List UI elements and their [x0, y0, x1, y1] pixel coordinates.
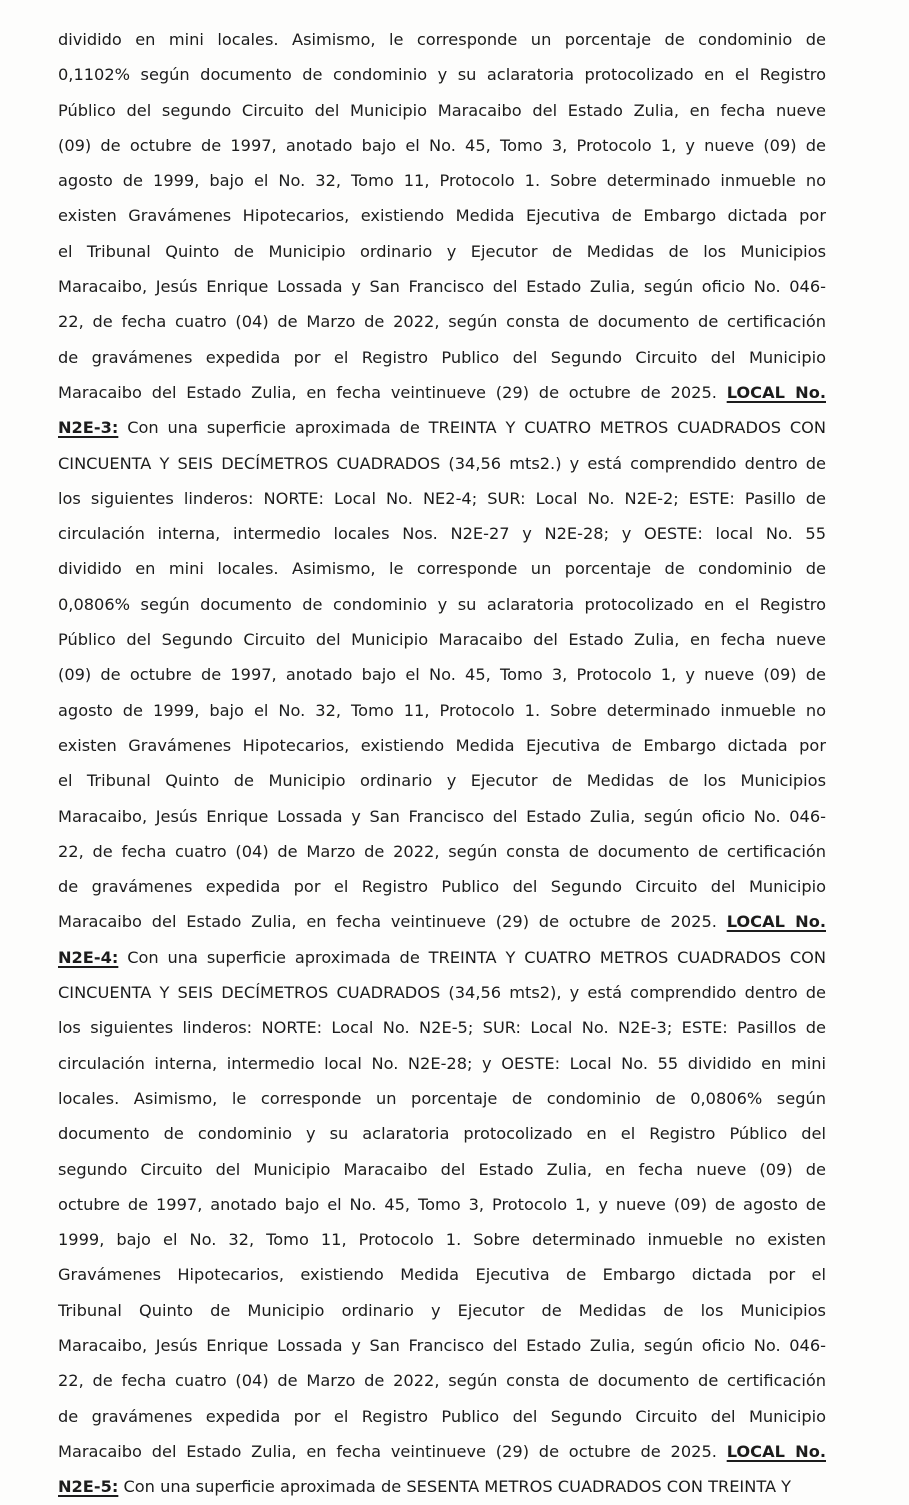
text-line	[58, 975, 826, 1010]
text-line	[58, 763, 826, 798]
text-line	[58, 375, 826, 410]
text-line	[58, 1434, 826, 1469]
text-segment: Gravámenes Hipotecarios, existiendo Medida Ejecutiva de Embargo dictada por el	[58, 1265, 826, 1285]
text-segment: circulación interna, intermedio local No. N2E-28; y OESTE: Local No. 55 dividido en mini	[58, 1053, 826, 1073]
text-segment: (09) de octubre de 1997, anotado bajo el No. 45, Tomo 3, Protocolo 1, y nueve (09) de	[58, 665, 826, 685]
text-segment: Maracaibo, Jesús Enrique Lossada y San Francisco del Estado Zulia, según oficio No. 046-	[58, 806, 826, 826]
text-line	[58, 587, 826, 622]
text-line	[58, 622, 826, 657]
text-line	[58, 1328, 826, 1363]
underlined-heading: LOCAL No.	[726, 1441, 826, 1461]
text-line	[58, 728, 826, 763]
text-line	[58, 693, 826, 728]
text-segment: Maracaibo del Estado Zulia, en fecha veintinueve (29) de octubre de 2025.	[58, 382, 727, 402]
document-body-text	[58, 22, 826, 1504]
text-segment: Maracaibo del Estado Zulia, en fecha veintinueve (29) de octubre de 2025.	[58, 912, 727, 932]
text-segment: existen Gravámenes Hipotecarios, existiendo Medida Ejecutiva de Embargo dictada por	[58, 735, 826, 755]
text-segment: de gravámenes expedida por el Registro Publico del Segundo Circuito del Municipio	[58, 1406, 826, 1426]
text-line	[58, 869, 826, 904]
text-line	[58, 1293, 826, 1328]
text-line	[58, 1010, 826, 1045]
text-line	[58, 410, 826, 445]
text-line	[58, 1469, 826, 1504]
text-segment: 22, de fecha cuatro (04) de Marzo de 2022, según consta de documento de certificación	[58, 312, 826, 332]
text-line	[58, 1399, 826, 1434]
text-segment: el Tribunal Quinto de Municipio ordinario y Ejecutor de Medidas de los Municipios	[58, 771, 826, 791]
text-line	[58, 93, 826, 128]
text-segment: agosto de 1999, bajo el No. 32, Tomo 11, Protocolo 1. Sobre determinado inmueble no	[58, 700, 826, 720]
text-line	[58, 904, 826, 939]
text-segment: agosto de 1999, bajo el No. 32, Tomo 11, Protocolo 1. Sobre determinado inmueble no	[58, 171, 826, 191]
text-line	[58, 657, 826, 692]
text-segment: Con una superficie aproximada de SESENTA METROS CUADRADOS CON TREINTA Y	[118, 1477, 792, 1497]
text-segment: dividido en mini locales. Asimismo, le corresponde un porcentaje de condominio de	[58, 30, 826, 49]
text-segment: Tribunal Quinto de Municipio ordinario y Ejecutor de Medidas de los Municipios	[58, 1300, 826, 1320]
text-segment: 1999, bajo el No. 32, Tomo 11, Protocolo 1. Sobre determinado inmueble no existen	[58, 1230, 826, 1250]
text-segment: segundo Circuito del Municipio Maracaibo del Estado Zulia, en fecha nueve (09) de	[58, 1159, 826, 1179]
underlined-heading: N2E-4:	[58, 947, 119, 967]
text-line	[58, 799, 826, 834]
text-line	[58, 551, 826, 586]
text-line	[58, 128, 826, 163]
text-line	[58, 1222, 826, 1257]
text-segment: locales. Asimismo, le corresponde un porcentaje de condominio de 0,0806% según	[58, 1088, 826, 1108]
text-segment: Maracaibo del Estado Zulia, en fecha veintinueve (29) de octubre de 2025.	[58, 1441, 727, 1461]
text-segment: de gravámenes expedida por el Registro Publico del Segundo Circuito del Municipio	[58, 877, 826, 897]
text-segment: de gravámenes expedida por el Registro Publico del Segundo Circuito del Municipio	[58, 347, 826, 367]
text-segment: CINCUENTA Y SEIS DECÍMETROS CUADRADOS (34,56 mts2.) y está comprendido dentro de	[58, 453, 826, 473]
text-segment: Público del Segundo Circuito del Municipio Maracaibo del Estado Zulia, en fecha nueve	[58, 630, 826, 650]
text-line	[58, 304, 826, 339]
text-line	[58, 57, 826, 92]
text-segment: documento de condominio y su aclaratoria protocolizado en el Registro Público del	[58, 1124, 826, 1144]
text-segment: 0,1102% según documento de condominio y su aclaratoria protocolizado en el Registro	[58, 65, 826, 85]
text-line	[58, 1363, 826, 1398]
text-segment: Público del segundo Circuito del Municipio Maracaibo del Estado Zulia, en fecha nueve	[58, 100, 826, 120]
text-segment: 22, de fecha cuatro (04) de Marzo de 2022, según consta de documento de certificación	[58, 1371, 826, 1391]
text-line	[58, 1187, 826, 1222]
text-segment: CINCUENTA Y SEIS DECÍMETROS CUADRADOS (34,56 mts2), y está comprendido dentro de	[58, 983, 826, 1003]
text-segment: 22, de fecha cuatro (04) de Marzo de 2022, según consta de documento de certificación	[58, 841, 826, 861]
text-segment: existen Gravámenes Hipotecarios, existiendo Medida Ejecutiva de Embargo dictada por	[58, 206, 826, 226]
text-line	[58, 1046, 826, 1081]
text-line	[58, 1116, 826, 1151]
text-segment: los siguientes linderos: NORTE: Local No. N2E-5; SUR: Local No. N2E-3; ESTE: Pasillos de	[58, 1018, 826, 1038]
text-line	[58, 1152, 826, 1187]
text-line	[58, 234, 826, 269]
text-segment: Maracaibo, Jesús Enrique Lossada y San Francisco del Estado Zulia, según oficio No. 046-	[58, 1335, 826, 1355]
text-line	[58, 163, 826, 198]
text-line	[58, 340, 826, 375]
text-line	[58, 516, 826, 551]
underlined-heading: LOCAL No.	[726, 382, 826, 402]
text-segment: los siguientes linderos: NORTE: Local No. NE2-4; SUR: Local No. N2E-2; ESTE: Pasillo de	[58, 488, 826, 508]
text-line	[58, 446, 826, 481]
text-segment: dividido en mini locales. Asimismo, le corresponde un porcentaje de condominio de	[58, 559, 826, 579]
text-segment: Maracaibo, Jesús Enrique Lossada y San Francisco del Estado Zulia, según oficio No. 046-	[58, 277, 826, 297]
text-line	[58, 940, 826, 975]
text-segment: Con una superficie aproximada de TREINTA Y CUATRO METROS CUADRADOS CON	[118, 947, 826, 967]
text-line	[58, 834, 826, 869]
text-segment: Con una superficie aproximada de TREINTA Y CUATRO METROS CUADRADOS CON	[118, 418, 826, 438]
text-line	[58, 269, 826, 304]
underlined-heading: N2E-5:	[58, 1477, 119, 1497]
text-segment: 0,0806% según documento de condominio y su aclaratoria protocolizado en el Registro	[58, 594, 826, 614]
text-segment: el Tribunal Quinto de Municipio ordinario y Ejecutor de Medidas de los Municipios	[58, 241, 826, 261]
text-line	[58, 1081, 826, 1116]
text-segment: (09) de octubre de 1997, anotado bajo el No. 45, Tomo 3, Protocolo 1, y nueve (09) de	[58, 135, 826, 155]
text-line	[58, 481, 826, 516]
underlined-heading: N2E-3:	[58, 418, 119, 438]
underlined-heading: LOCAL No.	[726, 912, 826, 932]
text-segment: octubre de 1997, anotado bajo el No. 45, Tomo 3, Protocolo 1, y nueve (09) de agosto de	[58, 1194, 826, 1214]
text-segment: circulación interna, intermedio locales Nos. N2E-27 y N2E-28; y OESTE: local No. 55	[58, 524, 826, 544]
text-line	[58, 1257, 826, 1292]
text-line	[58, 22, 826, 57]
text-line	[58, 198, 826, 233]
